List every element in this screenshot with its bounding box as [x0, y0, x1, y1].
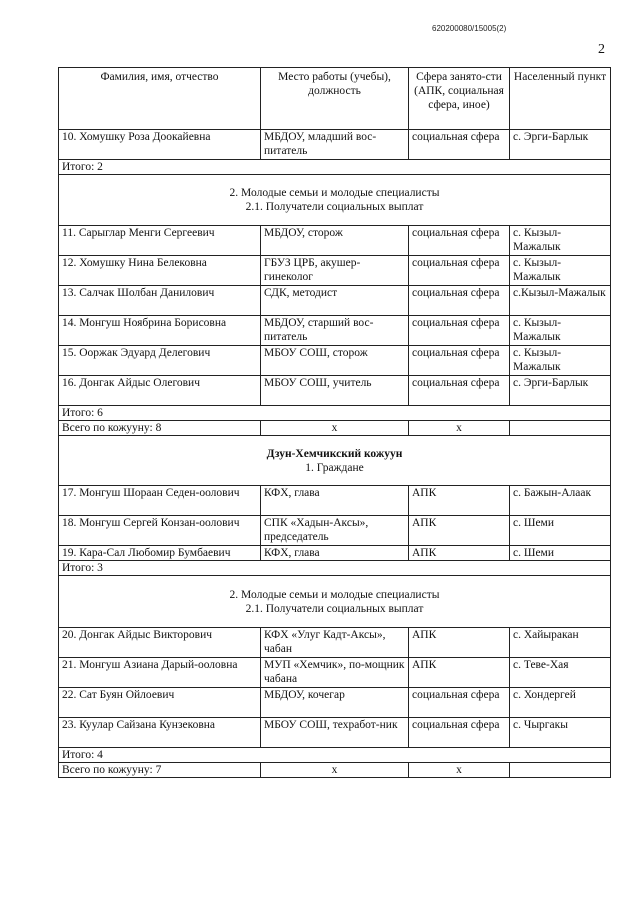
cell-work: МБДОУ, сторож	[261, 226, 409, 256]
cell-name: 19. Кара-Сал Любомир Бумбаевич	[59, 546, 261, 561]
cell-sphere: социальная сфера	[409, 226, 510, 256]
subtotal-text: Итого: 2	[59, 160, 611, 175]
table-row	[59, 688, 611, 718]
cell-place: с. Хайыракан	[510, 628, 611, 658]
cell-work: МУП «Хемчик», по-мощник чабана	[261, 658, 409, 688]
grand-total-text: Всего по кожууну: 7	[59, 763, 261, 778]
table-header-row	[59, 68, 611, 130]
cell-place: с.Кызыл-Мажалык	[510, 286, 611, 316]
cell-work: МБДОУ, младший вос-питатель	[261, 130, 409, 160]
cell-sphere: АПК	[409, 546, 510, 561]
subtotal-text: Итого: 6	[59, 406, 611, 421]
cell-place: с. Эрги-Барлык	[510, 376, 611, 406]
table-row	[59, 376, 611, 406]
cell-place: с. Кызыл-Мажалык	[510, 346, 611, 376]
grand-total-empty	[510, 421, 611, 436]
table-row	[59, 718, 611, 748]
header-sphere: Сфера занято-сти (АПК, социальная сфера, иное)	[409, 68, 510, 130]
cell-sphere: социальная сфера	[409, 256, 510, 286]
grand-total-x: x	[409, 763, 510, 778]
cell-name: 22. Сат Буян Ойлоевич	[59, 688, 261, 718]
header-name: Фамилия, имя, отчество	[59, 68, 261, 130]
subtotal-text: Итого: 4	[59, 748, 611, 763]
subtotal-row	[59, 160, 611, 175]
cell-sphere: социальная сфера	[409, 286, 510, 316]
page-number: 2	[598, 42, 605, 57]
cell-name: 17. Монгуш Шораан Седен-оолович	[59, 486, 261, 516]
cell-name: 10. Хомушку Роза Доокайевна	[59, 130, 261, 160]
table-row	[59, 316, 611, 346]
cell-sphere: АПК	[409, 658, 510, 688]
cell-place: с. Чыргакы	[510, 718, 611, 748]
cell-sphere: социальная сфера	[409, 130, 510, 160]
cell-sphere: социальная сфера	[409, 718, 510, 748]
district-title: Дзун-Хемчикский кожуун	[266, 447, 403, 460]
section-row	[59, 175, 611, 226]
table-row	[59, 256, 611, 286]
grand-total-text: Всего по кожууну: 8	[59, 421, 261, 436]
cell-sphere: социальная сфера	[409, 316, 510, 346]
cell-place: с. Кызыл-Мажалык	[510, 256, 611, 286]
subtotal-row	[59, 406, 611, 421]
cell-work: СПК «Хадын-Аксы», председатель	[261, 516, 409, 546]
cell-sphere: АПК	[409, 516, 510, 546]
cell-name: 20. Донгак Айдыс Викторович	[59, 628, 261, 658]
table-row	[59, 286, 611, 316]
cell-sphere: АПК	[409, 486, 510, 516]
header-work: Место работы (учебы), должность	[261, 68, 409, 130]
cell-sphere: социальная сфера	[409, 346, 510, 376]
cell-place: с. Шеми	[510, 546, 611, 561]
table-row	[59, 486, 611, 516]
cell-work: МБОУ СОШ, сторож	[261, 346, 409, 376]
table-row	[59, 546, 611, 561]
subtotal-text: Итого: 3	[59, 561, 611, 576]
table-row	[59, 130, 611, 160]
table-row	[59, 226, 611, 256]
table-row	[59, 516, 611, 546]
cell-sphere: социальная сфера	[409, 688, 510, 718]
cell-place: с. Кызыл-Мажалык	[510, 226, 611, 256]
subtotal-row	[59, 748, 611, 763]
cell-name: 23. Куулар Сайзана Кунзековна	[59, 718, 261, 748]
recipients-table	[58, 67, 611, 778]
section-subtitle: 2.1. Получатели социальных выплат	[245, 602, 424, 615]
section-title: 2. Молодые семьи и молодые специалисты	[229, 588, 440, 601]
section-subtitle: 1. Граждане	[305, 461, 364, 474]
grand-total-row	[59, 763, 611, 778]
subtotal-row	[59, 561, 611, 576]
cell-name: 16. Донгак Айдыс Олегович	[59, 376, 261, 406]
grand-total-row	[59, 421, 611, 436]
section-subtitle: 2.1. Получатели социальных выплат	[245, 201, 424, 213]
section-row	[59, 576, 611, 628]
table-row	[59, 628, 611, 658]
cell-work: МБОУ СОШ, учитель	[261, 376, 409, 406]
header-place: Населенный пункт	[510, 68, 611, 130]
cell-place: с. Хондергей	[510, 688, 611, 718]
cell-place: с. Кызыл-Мажалык	[510, 316, 611, 346]
cell-place: с. Шеми	[510, 516, 611, 546]
document-code: 620200080/15005(2)	[432, 24, 507, 33]
cell-sphere: социальная сфера	[409, 376, 510, 406]
section-row	[59, 436, 611, 486]
cell-work: КФХ «Улуг Кадт-Аксы», чабан	[261, 628, 409, 658]
cell-name: 11. Сарыглар Менги Сергеевич	[59, 226, 261, 256]
cell-work: МБДОУ, старший вос-питатель	[261, 316, 409, 346]
grand-total-x: x	[261, 763, 409, 778]
cell-name: 14. Монгуш Ноябрина Борисовна	[59, 316, 261, 346]
cell-place: с. Бажын-Алаак	[510, 486, 611, 516]
cell-name: 13. Салчак Шолбан Данилович	[59, 286, 261, 316]
grand-total-empty	[510, 763, 611, 778]
cell-place: с. Эрги-Барлык	[510, 130, 611, 160]
table-row	[59, 658, 611, 688]
grand-total-x: x	[261, 421, 409, 436]
cell-work: ГБУЗ ЦРБ, акушер-гинеколог	[261, 256, 409, 286]
grand-total-x: x	[409, 421, 510, 436]
cell-work: МБДОУ, кочегар	[261, 688, 409, 718]
cell-work: КФХ, глава	[261, 546, 409, 561]
cell-work: КФХ, глава	[261, 486, 409, 516]
cell-work: МБОУ СОШ, техработ-ник	[261, 718, 409, 748]
section-title: 2. Молодые семьи и молодые специалисты	[229, 187, 440, 199]
cell-work: СДК, методист	[261, 286, 409, 316]
cell-name: 18. Монгуш Сергей Конзан-оолович	[59, 516, 261, 546]
cell-name: 15. Ооржак Эдуард Делегович	[59, 346, 261, 376]
cell-place: с. Теве-Хая	[510, 658, 611, 688]
cell-name: 12. Хомушку Нина Белековна	[59, 256, 261, 286]
cell-name: 21. Монгуш Азиана Дарый-ооловна	[59, 658, 261, 688]
cell-sphere: АПК	[409, 628, 510, 658]
table-row	[59, 346, 611, 376]
